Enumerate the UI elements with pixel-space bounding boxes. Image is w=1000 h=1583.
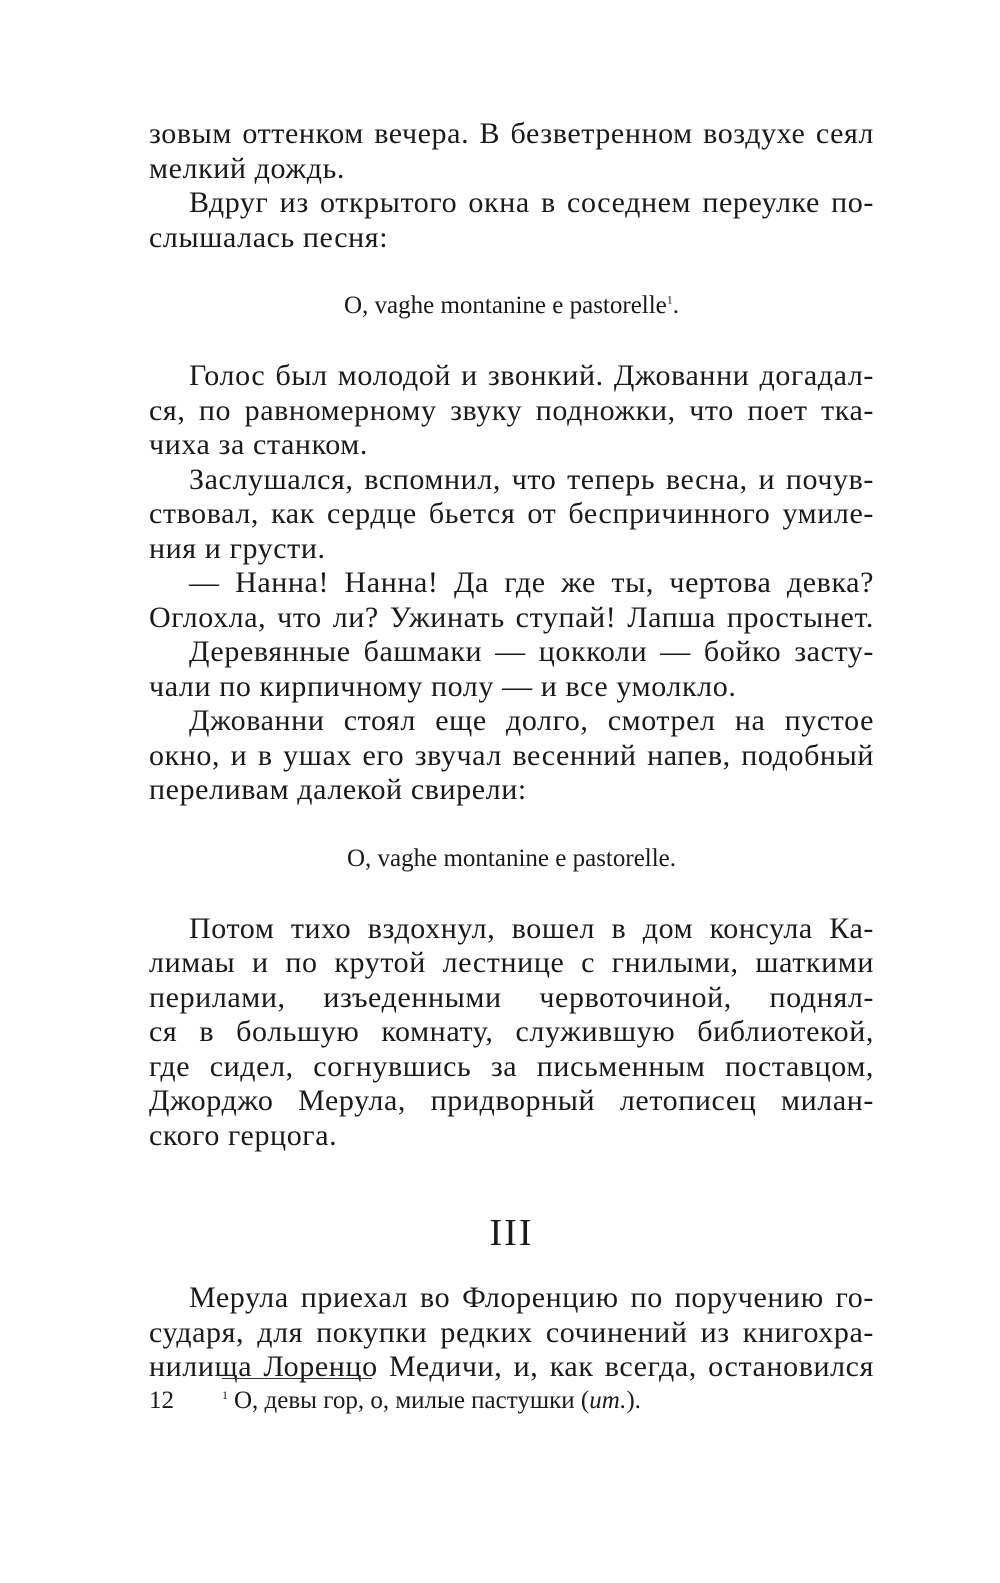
text-line: Мерула приехал во Флоренцию по поручению го-: [189, 1281, 874, 1314]
page-number: 12: [149, 1387, 174, 1414]
paragraph: [149, 359, 874, 463]
footnote-language: ит.: [589, 1387, 627, 1414]
text-line: Джорджо Мерула, придворный летописец милан-: [149, 1084, 874, 1117]
text-line: чали по кирпичному полу — и все умолкло.: [149, 669, 737, 703]
footnote-text: O, девы гор, о, милые пастушки (: [234, 1387, 590, 1414]
verse-text: O, vaghe montanine e pastorelle: [343, 292, 667, 319]
paragraph: [149, 566, 874, 635]
text-line: нилища Лоренцо Медичи, и, как всегда, остановился: [149, 1350, 874, 1383]
text-line: зовым оттенком вечера. В безветренном воздухе сеял: [149, 117, 874, 150]
text-line: ния и грусти.: [149, 531, 326, 565]
footnote-reference[interactable]: 1: [666, 292, 673, 307]
text-line: переливам далекой свирели:: [149, 773, 527, 806]
verse-tail: .: [672, 292, 680, 319]
page-body: [149, 117, 874, 1385]
paragraph: [149, 186, 874, 255]
text-line: Заслушался, вспомнил, что теперь весна, и почув-: [189, 462, 874, 496]
text-line: перилами, изъеденными червоточиной, поднял-: [149, 980, 874, 1014]
text-line: чиха за станком.: [149, 428, 368, 461]
footnote-divider: [222, 1378, 372, 1379]
footnote: [222, 1385, 641, 1417]
text-line: ся, по равномерному звуку подножки, что поет тка-: [149, 393, 874, 427]
text-line: мелкий дождь.: [149, 151, 345, 185]
text-line: Голос был молодой и звонкий. Джованни догадал-: [189, 359, 874, 392]
chapter-heading: III: [489, 1212, 534, 1254]
text-line: где сидел, согнувшись за письменным поставцом,: [149, 1049, 874, 1083]
paragraph: [149, 1281, 874, 1385]
text-line: лимаы и по крутой лестнице с гнилыми, шаткими: [149, 946, 874, 979]
text-line: Джованни стоял еще долго, смотрел на пустое: [189, 704, 874, 737]
text-line: слышалась песня:: [149, 220, 389, 254]
paragraph: [149, 704, 874, 808]
text-line: ся в большую комнату, служившую библиотекой,: [149, 1015, 874, 1048]
text-line: ствовал, как сердце бьется от беспричинного умиле-: [149, 497, 874, 530]
text-line: Потом тихо вздохнул, вошел в дом консула Ка-: [189, 911, 874, 945]
text-line: Вдруг из открытого окна в соседнем переулке по-: [189, 186, 874, 219]
text-line: ского герцога.: [149, 1118, 338, 1152]
paragraph: [149, 912, 874, 1154]
text-line: Оглохла, что ли? Ужинать ступай! Лапша простынет.: [149, 600, 874, 634]
paragraph: [149, 635, 874, 704]
text-line: Деревянные башмаки — цокколи — бойко засту-: [189, 635, 874, 668]
verse-line: [149, 289, 874, 323]
footnote-tail: ).: [626, 1387, 641, 1414]
verse-line: O, vaghe montanine e pastorelle.: [346, 844, 677, 872]
paragraph: [149, 463, 874, 567]
text-line: сударя, для покупки редких сочинений из книгохра-: [149, 1315, 874, 1349]
paragraph: [149, 117, 874, 186]
text-line: — Нанна! Нанна! Да где же ты, чертова девка?: [189, 566, 874, 599]
text-line: окно, и в ушах его звучал весенний напев, подобный: [149, 738, 874, 772]
footnote-mark: 1: [222, 1387, 228, 1402]
